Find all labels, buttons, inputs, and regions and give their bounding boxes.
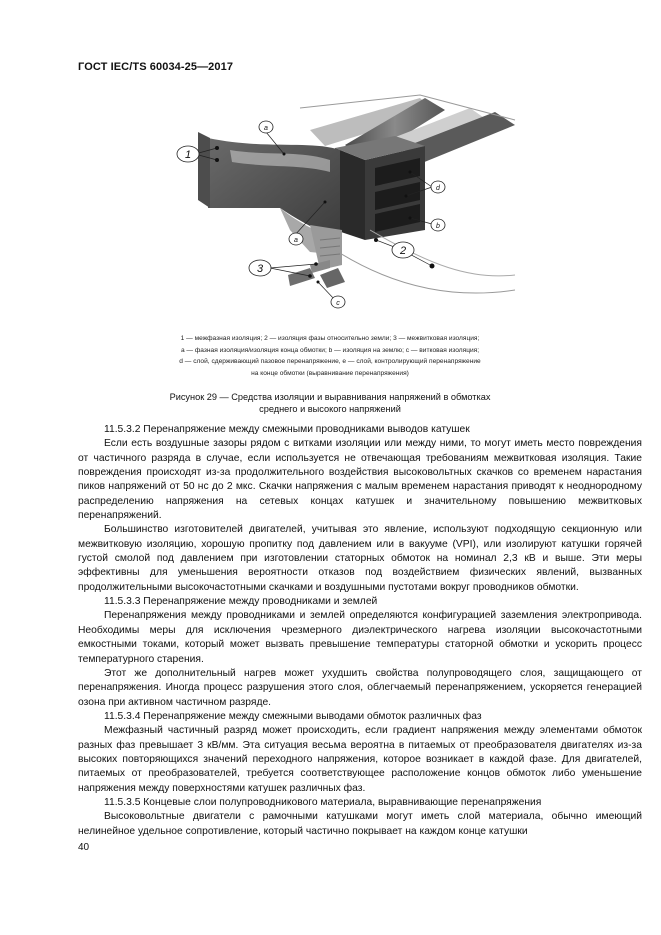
caption-line: Рисунок 29 — Средства изоляции и выравнивания напряжений в обмотках xyxy=(169,392,491,402)
paragraph: Перенапряжения между проводниками и землей определяются конфигурацией заземления электропривода. Необходимы меры для исключения чрезмерного диэлектрического нагрева изоляции высокочастотными емкостными токами, который может вызвать превышение температуры статорной обмотки и ускорить процесс температурного старения. xyxy=(78,610,642,665)
body-text xyxy=(78,423,642,839)
paragraph: Если есть воздушные зазоры рядом с витками изоляции или между ними, то могут иметь место повреждения от частичного разряда в случае, если используется не отвечающая требованиям межвитковая изоляция. Такие повреждения происходят из-за продолжительного воздействия высоковольтных скачков со временем нарастания пиков напряжений от 50 нс до 2 мкс. Скачки напряжения с малым временем нарастания приводят к неоднородному распределению напряжения на сетевых концах катушек и значительному повышению межвитковых перенапряжений. xyxy=(78,438,642,522)
callout-c: c xyxy=(336,300,340,307)
paragraph: Межфазный частичный разряд может происходить, если градиент напряжения между элементами обмоток разных фаз превышает 3 кВ/мм. Эта ситуация весьма вероятна в питаемых от преобразователя двигателях из-за высоких повторяющихся значений переходного напряжения, которое возникает в каждой фазе. Для двигателей, питаемых от преобразователей, требуется соответствующее расположение концов обмоток либо уменьшение напряжения между поверхностями катушек различных фаз. xyxy=(78,725,642,794)
figure-caption xyxy=(110,391,550,415)
coil-stack xyxy=(335,136,425,240)
page-number: 40 xyxy=(78,842,90,853)
callout-3: 3 xyxy=(256,263,264,275)
section-heading: 11.5.3.3 Перенапряжение между проводниками и землей xyxy=(104,596,378,608)
callout-a1: a xyxy=(264,125,268,132)
paragraph: Высоковольтные двигатели с рамочными катушками могут иметь слой материала, обычно имеющий нелинейное удельное сопротивление, который частично покрывает на каждом конце катушки xyxy=(78,811,642,837)
callout-1: 1 xyxy=(184,149,192,161)
legend-line: 1 — межфазная изоляция; 2 — изоляция фазы относительно земли; 3 — межвитковая изоляция; xyxy=(180,335,480,342)
section-heading: 11.5.3.2 Перенапряжение между смежными проводниками выводов катушек xyxy=(104,424,470,435)
section-heading: 11.5.3.5 Концевые слои полупроводникового материала, выравнивающие перенапряжения xyxy=(104,796,542,808)
callout-2: 2 xyxy=(399,245,407,257)
legend-line: на конце обмотки (выравнивание перенапряжения) xyxy=(251,369,409,377)
callout-a2: a xyxy=(294,237,298,244)
section-heading: 11.5.3.4 Перенапряжение между смежными выводами обмоток различных фаз xyxy=(104,710,482,722)
figure-legend xyxy=(120,333,540,379)
legend-line: d — слой, сдерживающий пазовое перенапряжение, e — слой, контролирующий перенапряжение xyxy=(179,358,481,366)
legend-line: a — фазная изоляция/изоляция конца обмотки; b — изоляция на землю; c — витковая изоляция; xyxy=(180,346,480,354)
coil-body xyxy=(198,132,342,270)
document-header: ГОСТ IEC/TS 60034-25—2017 xyxy=(78,61,234,73)
insulation-figure xyxy=(170,90,530,312)
paragraph: Этот же дополнительный нагрев может ухудшить свойства полупроводящего слоя, защищающего от перенапряжения. Иногда процесс разрушения этого слоя, облегчаемый перенапряжением, ускоряется генерацией озона при активном частичном разряде. xyxy=(78,667,642,708)
callout-d: d xyxy=(436,185,440,192)
paragraph: Большинство изготовителей двигателей, учитывая это явление, используют подходящую секционную или межвитковую изоляцию, хорошую пропитку под давлением или в вакууме (VPI), или изолируют катушки горячей густой смолой под давлением при изготовлении статорных обмоток на номинал 2,3 кВ и выше. Эти меры эффективны для уменьшения вероятности отказов под воздействием физических явлений, вызванных продолжительными высокочастотными скачками и воздушными пустотами вокруг проводников обмотки. xyxy=(78,524,642,593)
callout-b: b xyxy=(436,223,440,230)
caption-line: среднего и высокого напряжений xyxy=(259,404,401,414)
